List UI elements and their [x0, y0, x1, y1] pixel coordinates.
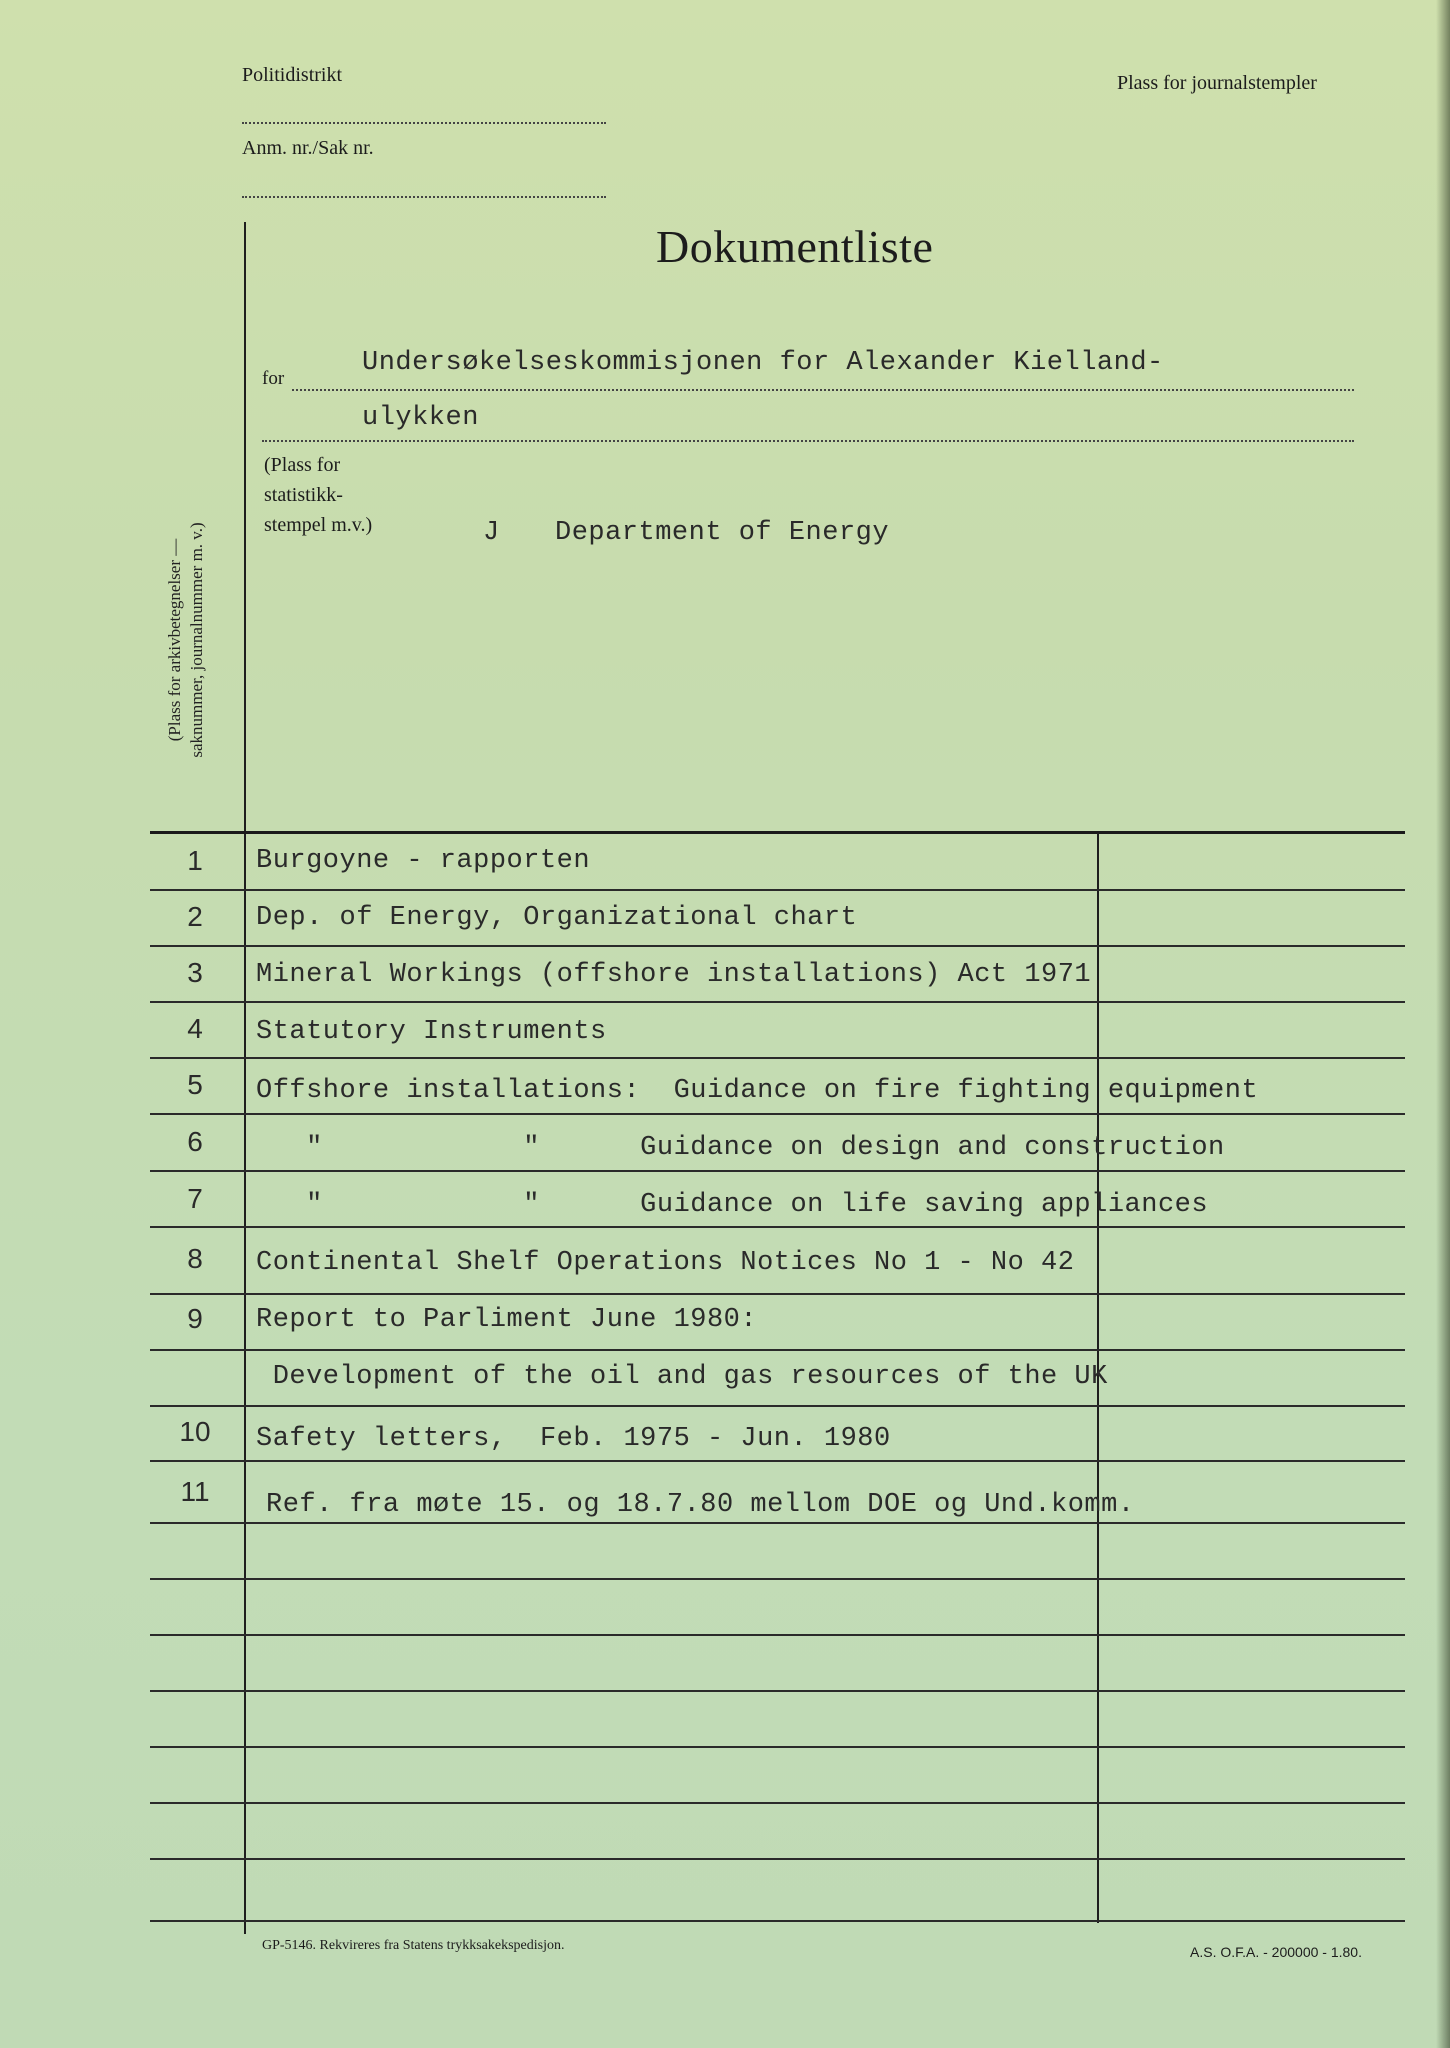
- row-text: Ref. fra møte 15. og 18.7.80 mellom DOE og Und.komm.: [266, 1490, 1135, 1520]
- row-number: 5: [187, 1069, 203, 1100]
- row-number: 1: [187, 845, 203, 876]
- archive-side-note-line-2: saknummer, journalnummer m. v.): [187, 522, 206, 758]
- row-number: 11: [180, 1476, 210, 1507]
- stat-stamp-line-3: stempel m.v.): [264, 514, 373, 536]
- row-divider: [150, 1802, 1405, 1804]
- row-divider: [150, 1690, 1405, 1692]
- for-underline-1: [292, 389, 1354, 391]
- footer-left: GP-5146. Rekvireres fra Statens trykksakekspedisjon.: [262, 1938, 565, 1953]
- row-number: 3: [187, 957, 203, 988]
- for-underline-2: [262, 440, 1354, 442]
- row-divider: [150, 945, 1405, 947]
- row-text: " " Guidance on life saving appliances: [256, 1190, 1209, 1220]
- anm-line: [242, 196, 606, 198]
- row-divider: [150, 1405, 1405, 1407]
- stat-stamp-line-1: (Plass for: [264, 454, 341, 476]
- row-number: 6: [187, 1126, 203, 1157]
- row-divider: [150, 1293, 1405, 1295]
- row-divider: [150, 1170, 1405, 1172]
- row-divider: [150, 889, 1405, 891]
- for-line-2: ulykken: [362, 403, 479, 433]
- row-number: 8: [187, 1243, 203, 1274]
- main-vertical-rule: [244, 222, 246, 1934]
- row-number: 10: [179, 1416, 211, 1447]
- journal-stamp-label: Plass for journalstempler: [1117, 72, 1317, 94]
- row-text: Statutory Instruments: [256, 1017, 607, 1047]
- row-number: 7: [187, 1183, 203, 1214]
- row-text: " " Guidance on design and construction: [256, 1133, 1225, 1163]
- archive-side-note: [164, 522, 208, 757]
- row-divider: [150, 1226, 1405, 1228]
- politidistrikt-label: Politidistrikt: [242, 64, 343, 86]
- row-divider: [150, 1746, 1405, 1748]
- row-text: Dep. of Energy, Organizational chart: [256, 903, 858, 933]
- row-divider: [150, 1634, 1405, 1636]
- row-divider: [150, 1522, 1405, 1524]
- row-divider: [150, 1920, 1405, 1922]
- sender-name: Department of Energy: [555, 518, 890, 548]
- row-text: Report to Parliment June 1980:: [256, 1305, 758, 1335]
- row-number: 9: [187, 1303, 203, 1334]
- row-text: Burgoyne - rapporten: [256, 846, 591, 876]
- row-number: 2: [187, 901, 203, 932]
- row-number: 4: [187, 1013, 203, 1044]
- table-top-rule: [150, 831, 1405, 834]
- for-label: for: [262, 368, 285, 389]
- row-text: Development of the oil and gas resources of the UK: [256, 1362, 1108, 1392]
- archive-side-note-line-1: (Plass for arkivbetegnelser —: [165, 538, 184, 742]
- row-text: Continental Shelf Operations Notices No 1 - No 42: [256, 1248, 1075, 1278]
- row-divider: [150, 1001, 1405, 1003]
- row-divider: [150, 1578, 1405, 1580]
- page-edge-shadow: [1436, 0, 1450, 2048]
- row-divider: [150, 1858, 1405, 1860]
- row-text: Mineral Workings (offshore installations) Act 1971: [256, 960, 1092, 990]
- stat-stamp-line-2: statistikk-: [264, 484, 343, 506]
- sender-mark: J: [483, 518, 500, 548]
- row-divider: [150, 1349, 1405, 1351]
- row-divider: [150, 1460, 1405, 1462]
- row-text: Safety letters, Feb. 1975 - Jun. 1980: [256, 1424, 891, 1454]
- anm-label: Anm. nr./Sak nr.: [242, 137, 374, 159]
- page-title: Dokumentliste: [656, 221, 934, 272]
- row-divider: [150, 1057, 1405, 1059]
- row-divider: [150, 1113, 1405, 1115]
- politidistrikt-line: [242, 122, 606, 124]
- row-text: Offshore installations: Guidance on fire fighting equipment: [256, 1076, 1259, 1106]
- for-line-1: Undersøkelseskommisjonen for Alexander Kielland-: [362, 348, 1164, 378]
- footer-right: A.S. O.F.A. - 200000 - 1.80.: [1190, 1944, 1362, 1960]
